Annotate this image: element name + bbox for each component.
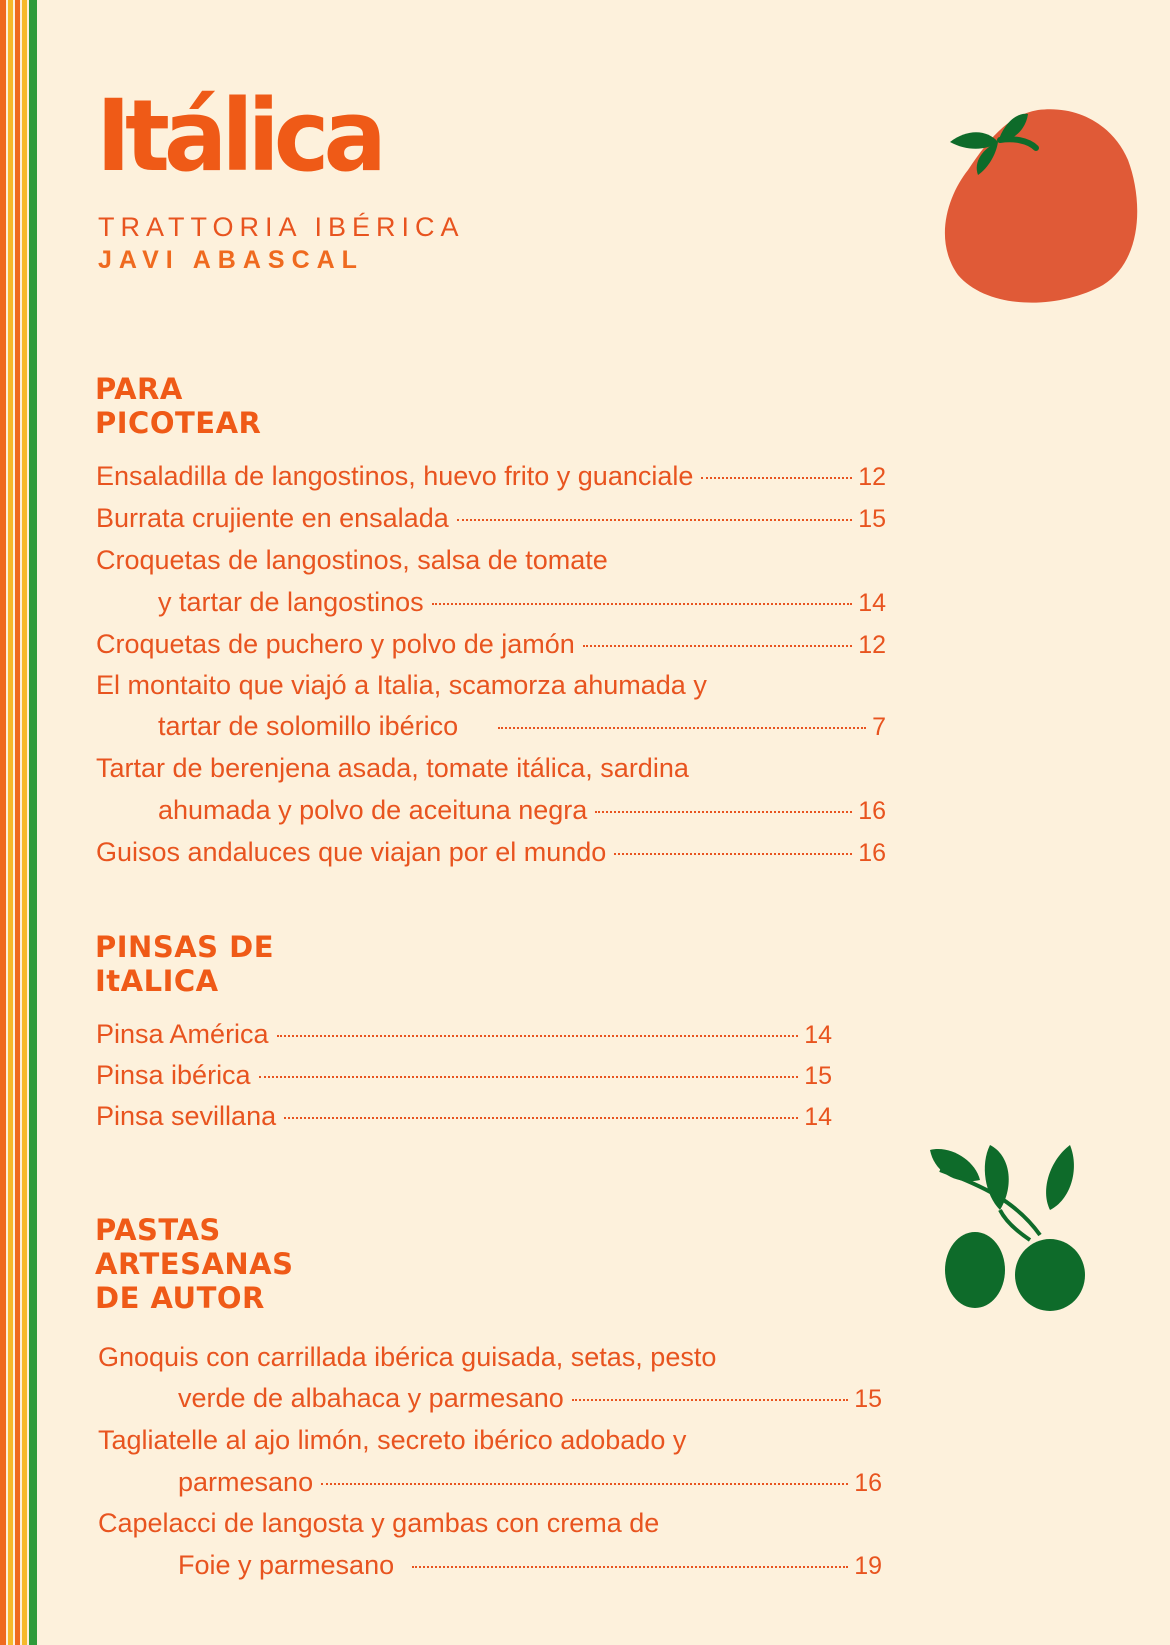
section-title-line: PARA [95, 372, 183, 406]
stripe [0, 0, 6, 1645]
section-title-line: ARTESANAS [95, 1247, 294, 1281]
item-name: Burrata crujiente en ensalada [96, 503, 449, 533]
item-price: 14 [804, 1103, 832, 1131]
section-title-line: PINSAS DE [95, 930, 275, 964]
item-name-line1: Tartar de berenjena asada, tomate itálica, sardina [96, 753, 689, 783]
stripe [22, 0, 27, 1645]
menu-item [158, 706, 886, 746]
menu-item [96, 498, 886, 538]
item-name-line1: Gnoquis con carrillada ibérica guisada, setas, pesto [98, 1342, 717, 1372]
stripe [29, 0, 37, 1645]
item-price: 19 [854, 1552, 882, 1580]
item-price: 12 [858, 463, 886, 491]
menu-item [96, 624, 886, 664]
menu-item [158, 790, 886, 830]
item-name: parmesano [178, 1467, 314, 1497]
menu-item [178, 1378, 882, 1418]
dot-leader [321, 1483, 848, 1485]
dot-leader [284, 1117, 798, 1119]
item-name: ahumada y polvo de aceituna negra [158, 795, 588, 825]
dot-leader [412, 1566, 848, 1568]
menu-item [96, 1014, 832, 1054]
decorative-stripes [0, 0, 40, 1645]
dot-leader [457, 519, 852, 521]
section-title-pastas [95, 1213, 294, 1315]
stripe [15, 0, 20, 1645]
item-price: 15 [854, 1385, 882, 1413]
section-title-line: DE AUTOR [95, 1281, 265, 1315]
item-name-line1: Tagliatelle al ajo limón, secreto ibérico adobado y [98, 1425, 687, 1455]
dot-leader [701, 477, 852, 479]
item-price: 7 [872, 713, 886, 741]
dot-leader [259, 1076, 799, 1078]
menu-item [178, 1545, 882, 1585]
item-price: 12 [858, 631, 886, 659]
olive-branch-icon [920, 1140, 1105, 1320]
item-name-line1: El montaito que viajó a Italia, scamorza ahumada y [96, 670, 707, 700]
section-title-line: PASTAS [95, 1213, 221, 1247]
logo: Itálica [96, 79, 381, 195]
item-name: Pinsa ibérica [96, 1060, 251, 1090]
item-name: Croquetas de puchero y polvo de jamón [96, 629, 575, 659]
dot-leader [583, 645, 852, 647]
item-name-line1: Capelacci de langosta y gambas con crema de [98, 1508, 660, 1538]
menu-item [96, 1096, 832, 1136]
section-title-line: ItALICA [95, 964, 219, 998]
item-name: Pinsa América [96, 1019, 269, 1049]
item-price: 16 [858, 797, 886, 825]
menu-item [96, 832, 886, 872]
item-name: verde de albahaca y parmesano [178, 1383, 564, 1413]
stripe [8, 0, 13, 1645]
dot-leader [277, 1035, 799, 1037]
section-title-para-picotear [95, 372, 261, 440]
item-name-line1: Croquetas de langostinos, salsa de tomate [96, 545, 608, 575]
dot-leader [595, 811, 852, 813]
dot-leader [614, 853, 852, 855]
restaurant-subtitle: TRATTORIA IBÉRICA [98, 212, 465, 242]
menu-item [96, 456, 886, 496]
item-price: 14 [804, 1021, 832, 1049]
dot-leader [498, 727, 866, 729]
item-name: Ensaladilla de langostinos, huevo frito y guanciale [96, 461, 694, 491]
dot-leader [572, 1399, 848, 1401]
menu-item [96, 1055, 832, 1095]
item-name: Pinsa sevillana [96, 1101, 277, 1131]
section-title-pinsas [95, 930, 274, 998]
item-name: Foie y parmesano [178, 1550, 395, 1580]
section-title-line: PICOTEAR [95, 406, 262, 440]
chef-name: JAVI ABASCAL [98, 246, 364, 274]
item-price: 15 [804, 1062, 832, 1090]
item-price: 15 [858, 505, 886, 533]
item-name: y tartar de langostinos [158, 587, 424, 617]
item-name: tartar de solomillo ibérico [158, 711, 459, 741]
menu-item [178, 1462, 882, 1502]
dot-leader [432, 603, 853, 605]
item-name: Guisos andaluces que viajan por el mundo [96, 837, 607, 867]
tomato-icon [928, 100, 1148, 310]
menu-item [158, 582, 886, 622]
item-price: 14 [858, 589, 886, 617]
item-price: 16 [854, 1469, 882, 1497]
item-price: 16 [858, 839, 886, 867]
